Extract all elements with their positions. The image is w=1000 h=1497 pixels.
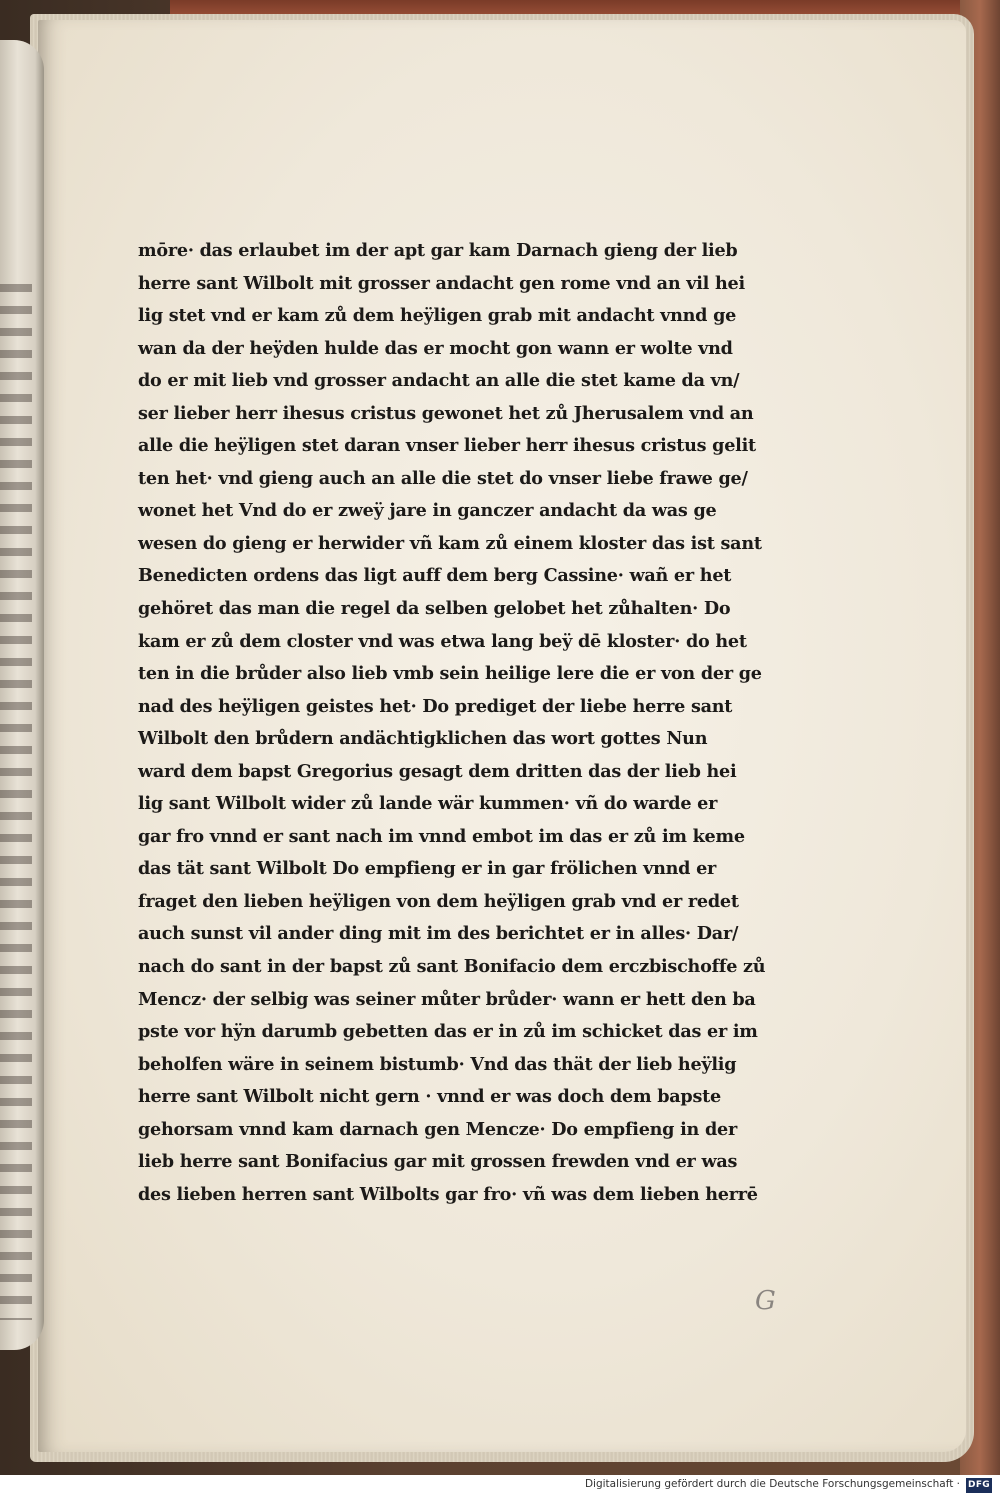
text-line: nach do sant in der bapst zů sant Bonifacio dem erczbischoffe zů	[138, 956, 766, 978]
text-line: lig sant Wilbolt wider zů lande wär kummen· vñ do warde er	[138, 793, 718, 815]
text-line: Benedicten ordens das ligt auff dem berg Cassine· wañ er het	[138, 565, 732, 587]
text-line: gehorsam vnnd kam darnach gen Mencze· Do empfieng in der	[138, 1118, 737, 1140]
text-line: wesen do gieng er herwider vñ kam zů einem kloster das ist sant	[138, 532, 762, 554]
text-line: Mencz· der selbig was seiner můter brůder· wann er hett den ba	[138, 988, 756, 1010]
text-line: auch sunst vil ander ding mit im des berichtet er in alles· Dar/	[138, 923, 739, 945]
text-line: kam er zů dem closter vnd was etwa lang beÿ dē kloster· do het	[138, 630, 747, 652]
digitization-credit: Digitalisierung gefördert durch die Deutsche Forschungsgemeinschaft ·	[584, 1478, 960, 1490]
text-line: wan da der heÿden hulde das er mocht gon wann er wolte vnd	[138, 337, 733, 359]
text-line: ser lieber herr ihesus cristus gewonet het zů Jherusalem vnd an	[138, 402, 754, 424]
text-line: gar fro vnnd er sant nach im vnnd embot im das er zů im keme	[138, 825, 745, 847]
text-line: gehöret das man die regel da selben gelobet het zůhalten· Do	[138, 598, 731, 620]
text-line: lig stet vnd er kam zů dem heÿligen grab mit andacht vnnd ge	[138, 305, 737, 327]
text-line: beholfen wäre in seinem bistumb· Vnd das thät der lieb heÿlig	[138, 1053, 737, 1075]
text-line: Wilbolt den brůdern andächtigklichen das wort gottes Nun	[138, 728, 708, 750]
facing-page-curl	[0, 40, 44, 1350]
text-line: ward dem bapst Gregorius gesagt dem dritten das der lieb hei	[138, 760, 737, 782]
text-line: alle die heÿligen stet daran vnser lieber herr ihesus cristus gelit	[138, 435, 756, 457]
text-line: do er mit lieb vnd grosser andacht an alle die stet kame da vn/	[138, 370, 740, 392]
dfg-logo: DFG	[966, 1478, 992, 1493]
printed-text-block	[138, 236, 788, 1205]
text-line: wonet het Vnd do er zweÿ jare in ganczer andacht da was ge	[138, 500, 717, 522]
text-line: pste vor hÿn darumb gebetten das er in zů im schicket das er im	[138, 1021, 758, 1043]
text-line: nad des heÿligen geistes het· Do prediget der liebe herre sant	[138, 695, 733, 717]
text-line: fraget den lieben heÿligen von dem heÿligen grab vnd er redet	[138, 890, 739, 912]
text-line: herre sant Wilbolt mit grosser andacht gen rome vnd an vil hei	[138, 272, 745, 294]
book-page	[38, 20, 966, 1452]
text-line: mōre· das erlaubet im der apt gar kam Darnach gieng der lieb	[138, 240, 738, 261]
text-line: des lieben herren sant Wilbolts gar fro· vñ was dem lieben herrē	[138, 1183, 758, 1205]
text-line: ten in die brůder also lieb vmb sein heilige lere die er von der ge	[138, 663, 762, 685]
pencil-signature-mark: G	[755, 1286, 776, 1316]
text-line: lieb herre sant Bonifacius gar mit grossen frewden vnd er was	[138, 1151, 738, 1173]
text-line: das tät sant Wilbolt Do empfieng er in gar frölichen vnnd er	[138, 858, 717, 880]
facing-page-text-bleed	[0, 270, 32, 1320]
text-line: herre sant Wilbolt nicht gern · vnnd er was doch dem bapste	[138, 1086, 721, 1108]
text-line: ten het· vnd gieng auch an alle die stet do vnser liebe frawe ge/	[138, 467, 748, 489]
